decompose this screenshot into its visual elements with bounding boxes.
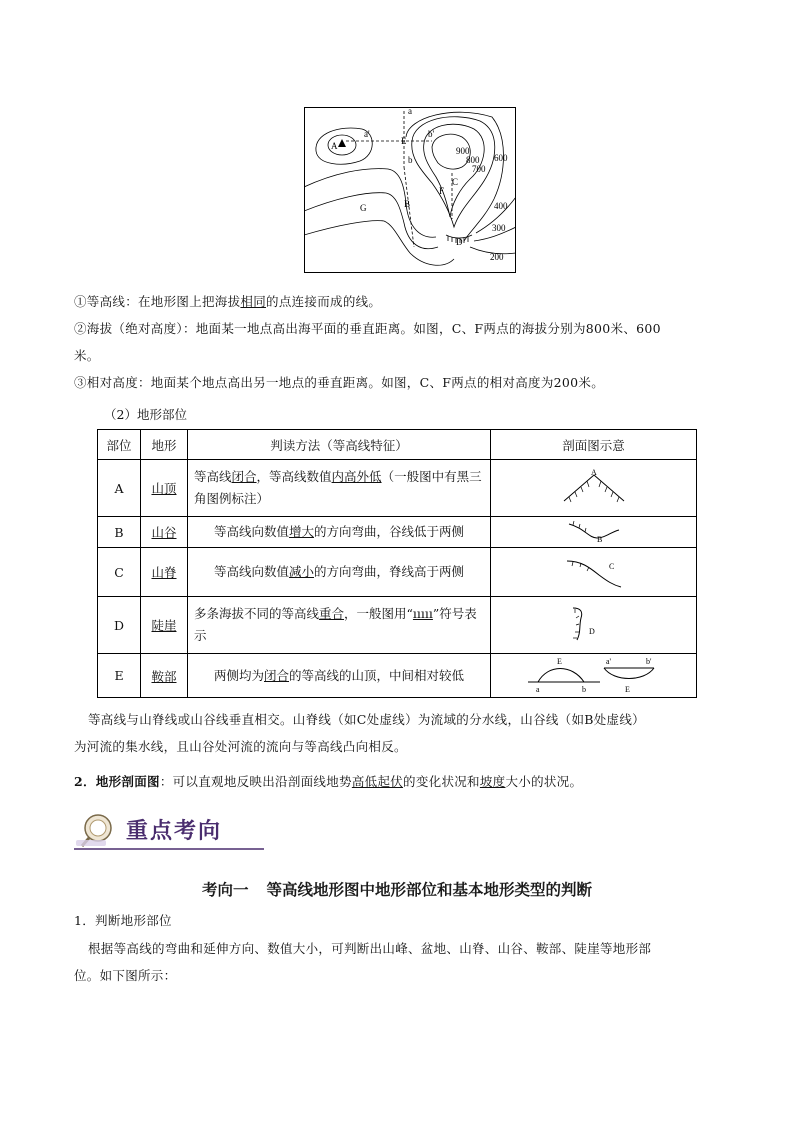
svg-text:B: B [596,534,602,544]
section-banner [74,810,264,852]
def-altitude-cont: 米。 [74,348,100,363]
map-label-E: E [401,136,407,146]
map-label-C: C [452,177,459,187]
svg-text:a: a [535,685,540,694]
map-label-800: 800 [466,155,480,165]
table-row: C 山脊 等高线向数值减小的方向弯曲，脊线高于两侧 C [98,548,697,597]
contour-map [304,107,516,273]
def-contour-line: ①等高线：在地形图上把海拔相同的点连接而成的线。 [74,294,382,309]
header-diagram: 剖面图示意 [491,430,697,460]
profile-definition: 2．地形剖面图：可以直观地反映出沿剖面线地势高低起伏的变化状况和坡度大小的状况。 [74,774,583,789]
map-label-A: A [331,141,338,151]
topic-heading: 考向一 等高线地形图中地形部位和基本地形类型的判断 [201,880,593,899]
map-label-200: 200 [490,252,504,262]
map-label-300: 300 [492,223,506,233]
header-method: 判读方法（等高线特征） [188,430,491,460]
header-position: 部位 [98,430,141,460]
table-caption: （2）地形部位 [104,407,187,422]
svg-text:b: b [581,685,586,694]
cliff-symbol: ııııı [412,606,433,621]
map-label-a: a [408,107,412,116]
svg-text:a': a' [605,657,611,666]
map-label-a-prime: a' [364,129,370,139]
map-label-F: F [439,186,445,196]
svg-text:D: D [588,626,595,636]
map-label-600: 600 [494,153,508,163]
map-label-b: b [408,155,413,165]
table-row: E 鞍部 两侧均为闭合的等高线的山顶，中间相对较低 E a b a' b' E [98,654,697,698]
def-altitude: ②海拔（绝对高度）：地面某一地点高出海平面的垂直距离。如图，C、F两点的海拔分别为800米、600 [74,321,661,336]
ridge-valley-note: 等高线与山脊线或山谷线垂直相交。山脊线（如C处虚线）为流域的分水线，山谷线（如B处虚线） [88,712,645,727]
ridge-valley-note-cont: 为河流的集水线，且山谷处河流的流向与等高线凸向相反。 [74,739,407,754]
map-label-400: 400 [494,201,508,211]
table-row: D 陡崖 多条海拔不同的等高线重合，一般图用“ııııı”符号表示 D [98,597,697,654]
judge-text-cont: 位。如下图所示： [74,968,177,983]
valley-profile [559,518,629,544]
map-label-700: 700 [472,164,486,174]
section-banner-title: 重点考向 [126,818,223,844]
svg-text:E: E [624,685,630,694]
map-label-G: G [360,203,367,213]
judge-text: 根据等高线的弯曲和延伸方向、数值大小，可判断出山峰、盆地、山脊、山谷、鞍部、陡崖等地形部 [88,941,652,956]
header-terrain: 地形 [141,430,188,460]
svg-text:C: C [608,561,614,571]
svg-text:A: A [590,467,597,477]
map-label-D: D [456,237,463,247]
map-label-b-prime: b' [428,129,435,139]
svg-text:b': b' [645,657,651,666]
ridge-profile [559,551,629,591]
map-label-B: B [404,199,411,209]
table-row: A 山顶 等高线闭合，等高线数值内高外低（一般图中有黑三角图例标注） A [98,460,697,517]
terrain-table [97,429,697,698]
table-row: B 山谷 等高线向数值增大的方向弯曲，谷线低于两侧 B [98,517,697,548]
def-relative-height: ③相对高度：地面某个地点高出另一地点的垂直距离。如图，C、F两点的相对高度为200米。 [74,375,604,390]
saddle-profile [524,654,664,694]
map-label-900: 900 [456,146,470,156]
judge-heading: 1．判断地形部位 [74,913,172,928]
svg-text:E: E [556,657,562,666]
cliff-profile [559,602,629,646]
peak-profile [559,467,629,507]
